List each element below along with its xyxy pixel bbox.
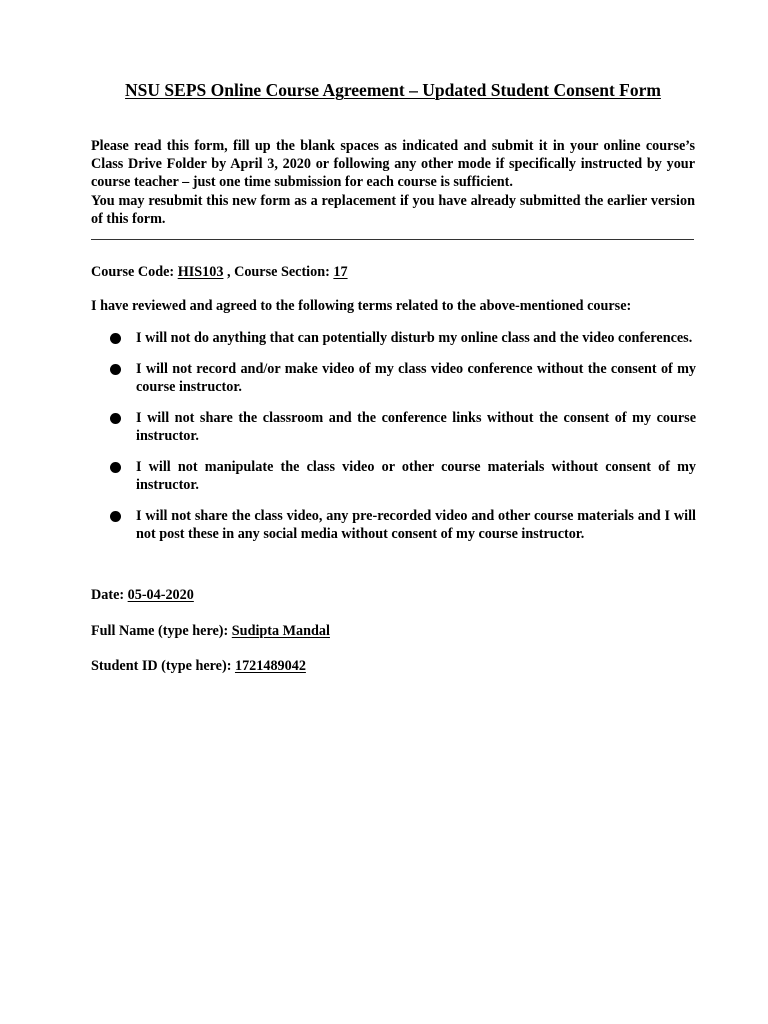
form-title: NSU SEPS Online Course Agreement – Updated Student Consent Form	[125, 80, 661, 100]
term-text: I will not share the classroom and the conference links without the consent of my course instructor.	[136, 409, 696, 444]
course-info-line	[91, 264, 348, 281]
term-text: I will not manipulate the class video or other course materials without consent of my instructor.	[136, 458, 696, 493]
bullet-icon	[110, 413, 121, 424]
form-instructions	[91, 137, 695, 228]
term-item	[110, 507, 696, 543]
bullet-icon	[110, 462, 121, 473]
term-item	[110, 458, 696, 494]
date-label: Date:	[91, 587, 125, 603]
full-name-line	[91, 623, 330, 640]
term-item	[110, 329, 696, 347]
bullet-icon	[110, 333, 121, 344]
full-name-label: Full Name (type here):	[91, 623, 229, 639]
section-divider	[91, 239, 694, 240]
date-line	[91, 587, 194, 604]
course-section-label: , Course Section:	[226, 264, 330, 280]
terms-heading: I have reviewed and agreed to the following terms related to the above-mentioned course:	[91, 298, 632, 314]
term-text: I will not record and/or make video of my class video conference without the consent of my course instructor.	[136, 360, 696, 395]
course-section-value: 17	[333, 264, 348, 280]
student-id-line	[91, 658, 306, 675]
full-name-value: Sudipta Mandal	[231, 623, 330, 639]
term-text: I will not share the class video, any pre-recorded video and other course materials and I will not post these in any social media without consent of my course instructor.	[136, 507, 696, 542]
instructions-paragraph: Please read this form, fill up the blank spaces as indicated and submit it in your online course’s Class Drive Folder by April 3, 2020 or following any other mode if specifically instructed by your course teacher – just one time submission for each course is sufficient.	[91, 138, 695, 191]
term-text: I will not do anything that can potentially disturb my online class and the video conferences.	[136, 330, 693, 346]
term-item	[110, 409, 696, 445]
student-id-value: 1721489042	[234, 658, 306, 674]
student-id-label: Student ID (type here):	[91, 658, 232, 674]
term-item	[110, 360, 696, 396]
bullet-icon	[110, 364, 121, 375]
course-code-value: HIS103	[177, 264, 224, 280]
bullet-icon	[110, 511, 121, 522]
date-value: 05-04-2020	[127, 587, 194, 603]
resubmit-note: You may resubmit this new form as a replacement if you have already submitted the earlier version of this form.	[91, 192, 695, 227]
course-code-label: Course Code:	[91, 264, 175, 280]
terms-list	[110, 329, 696, 556]
